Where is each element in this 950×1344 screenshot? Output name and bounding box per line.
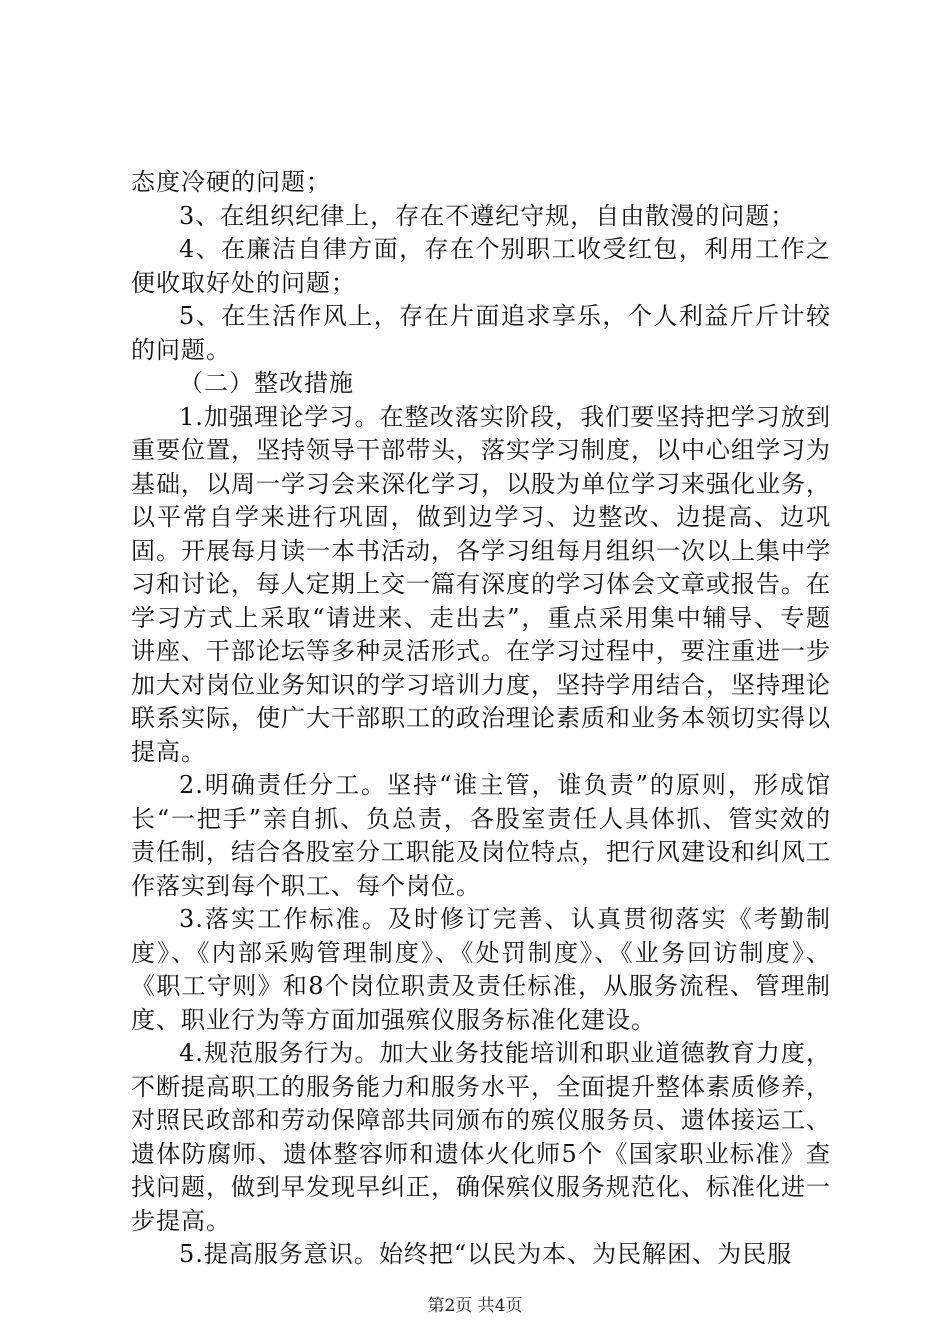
measure-3: 3.落实工作标准。及时修订完善、认真贯彻落实《考勤制度》、《内部采购管理制度》、《处罚制度》、《业务回访制度》、《职工守则》和8个岗位职责及责任标准，从服务流程、管理制度、职业行为等方面加强殡仪服务标准化建设。 [131, 905, 831, 1034]
measure-1: 1.加强理论学习。在整改落实阶段，我们要坚持把学习放到重要位置，坚持领导干部带头，落实学习制度，以中心组学习为基础，以周一学习会来深化学习，以股为单位学习来强化业务，以平常自学来进行巩固，做到边学习、边整改、边提高、边巩固。开展每月读一本书活动，各学习组每月组织一次以上集中学习和讨论，每人定期上交一篇有深度的学习体会文章或报告。在学习方式上采取“请进来、走出去”，重点采用集中辅导、专题讲座、干部论坛等多种灵活形式。在学习过程中，要注重进一步加大对岗位业务知识的学习培训力度，坚持学用结合，坚持理论联系实际，使广大干部职工的政治理论素质和业务本领切实得以提高。 [131, 402, 831, 766]
section-heading: （二）整改措施 [179, 369, 354, 397]
document-body [131, 166, 831, 1272]
measure-5: 5.提高服务意识。始终把“以民为本、为民解困、为民服 [179, 1240, 793, 1268]
measure-4: 4.规范服务行为。加大业务技能培训和职业道德教育力度，不断提高职工的服务能力和服务水平，全面提升整体素质修养，对照民政部和劳动保障部共同颁布的殡仪服务员、遗体接运工、遗体防腐师、遗体整容师和遗体火化师5个《国家职业标准》查找问题，做到早发现早纠正，确保殡仪服务规范化、标准化进一步提高。 [131, 1039, 831, 1235]
measure-2: 2.明确责任分工。坚持“谁主管，谁负责”的原则，形成馆长“一把手”亲自抓、负总责，各股室责任人具体抓、管实效的责任制，结合各股室分工职能及岗位特点，把行风建设和纠风工作落实到每个职工、每个岗位。 [131, 771, 831, 900]
paragraph-item-5: 5、在生活作风上，存在片面追求享乐，个人利益斤斤计较的问题。 [131, 302, 831, 364]
paragraph-item-3: 3、在组织纪律上，存在不遵纪守规，自由散漫的问题； [179, 201, 796, 230]
paragraph-continuation: 态度冷硬的问题； [131, 168, 331, 196]
paragraph-item-4: 4、在廉洁自律方面，存在个别职工收受红包，利用工作之便收取好处的问题； [131, 235, 831, 297]
page-number: 第2页 共4页 [427, 1296, 523, 1316]
